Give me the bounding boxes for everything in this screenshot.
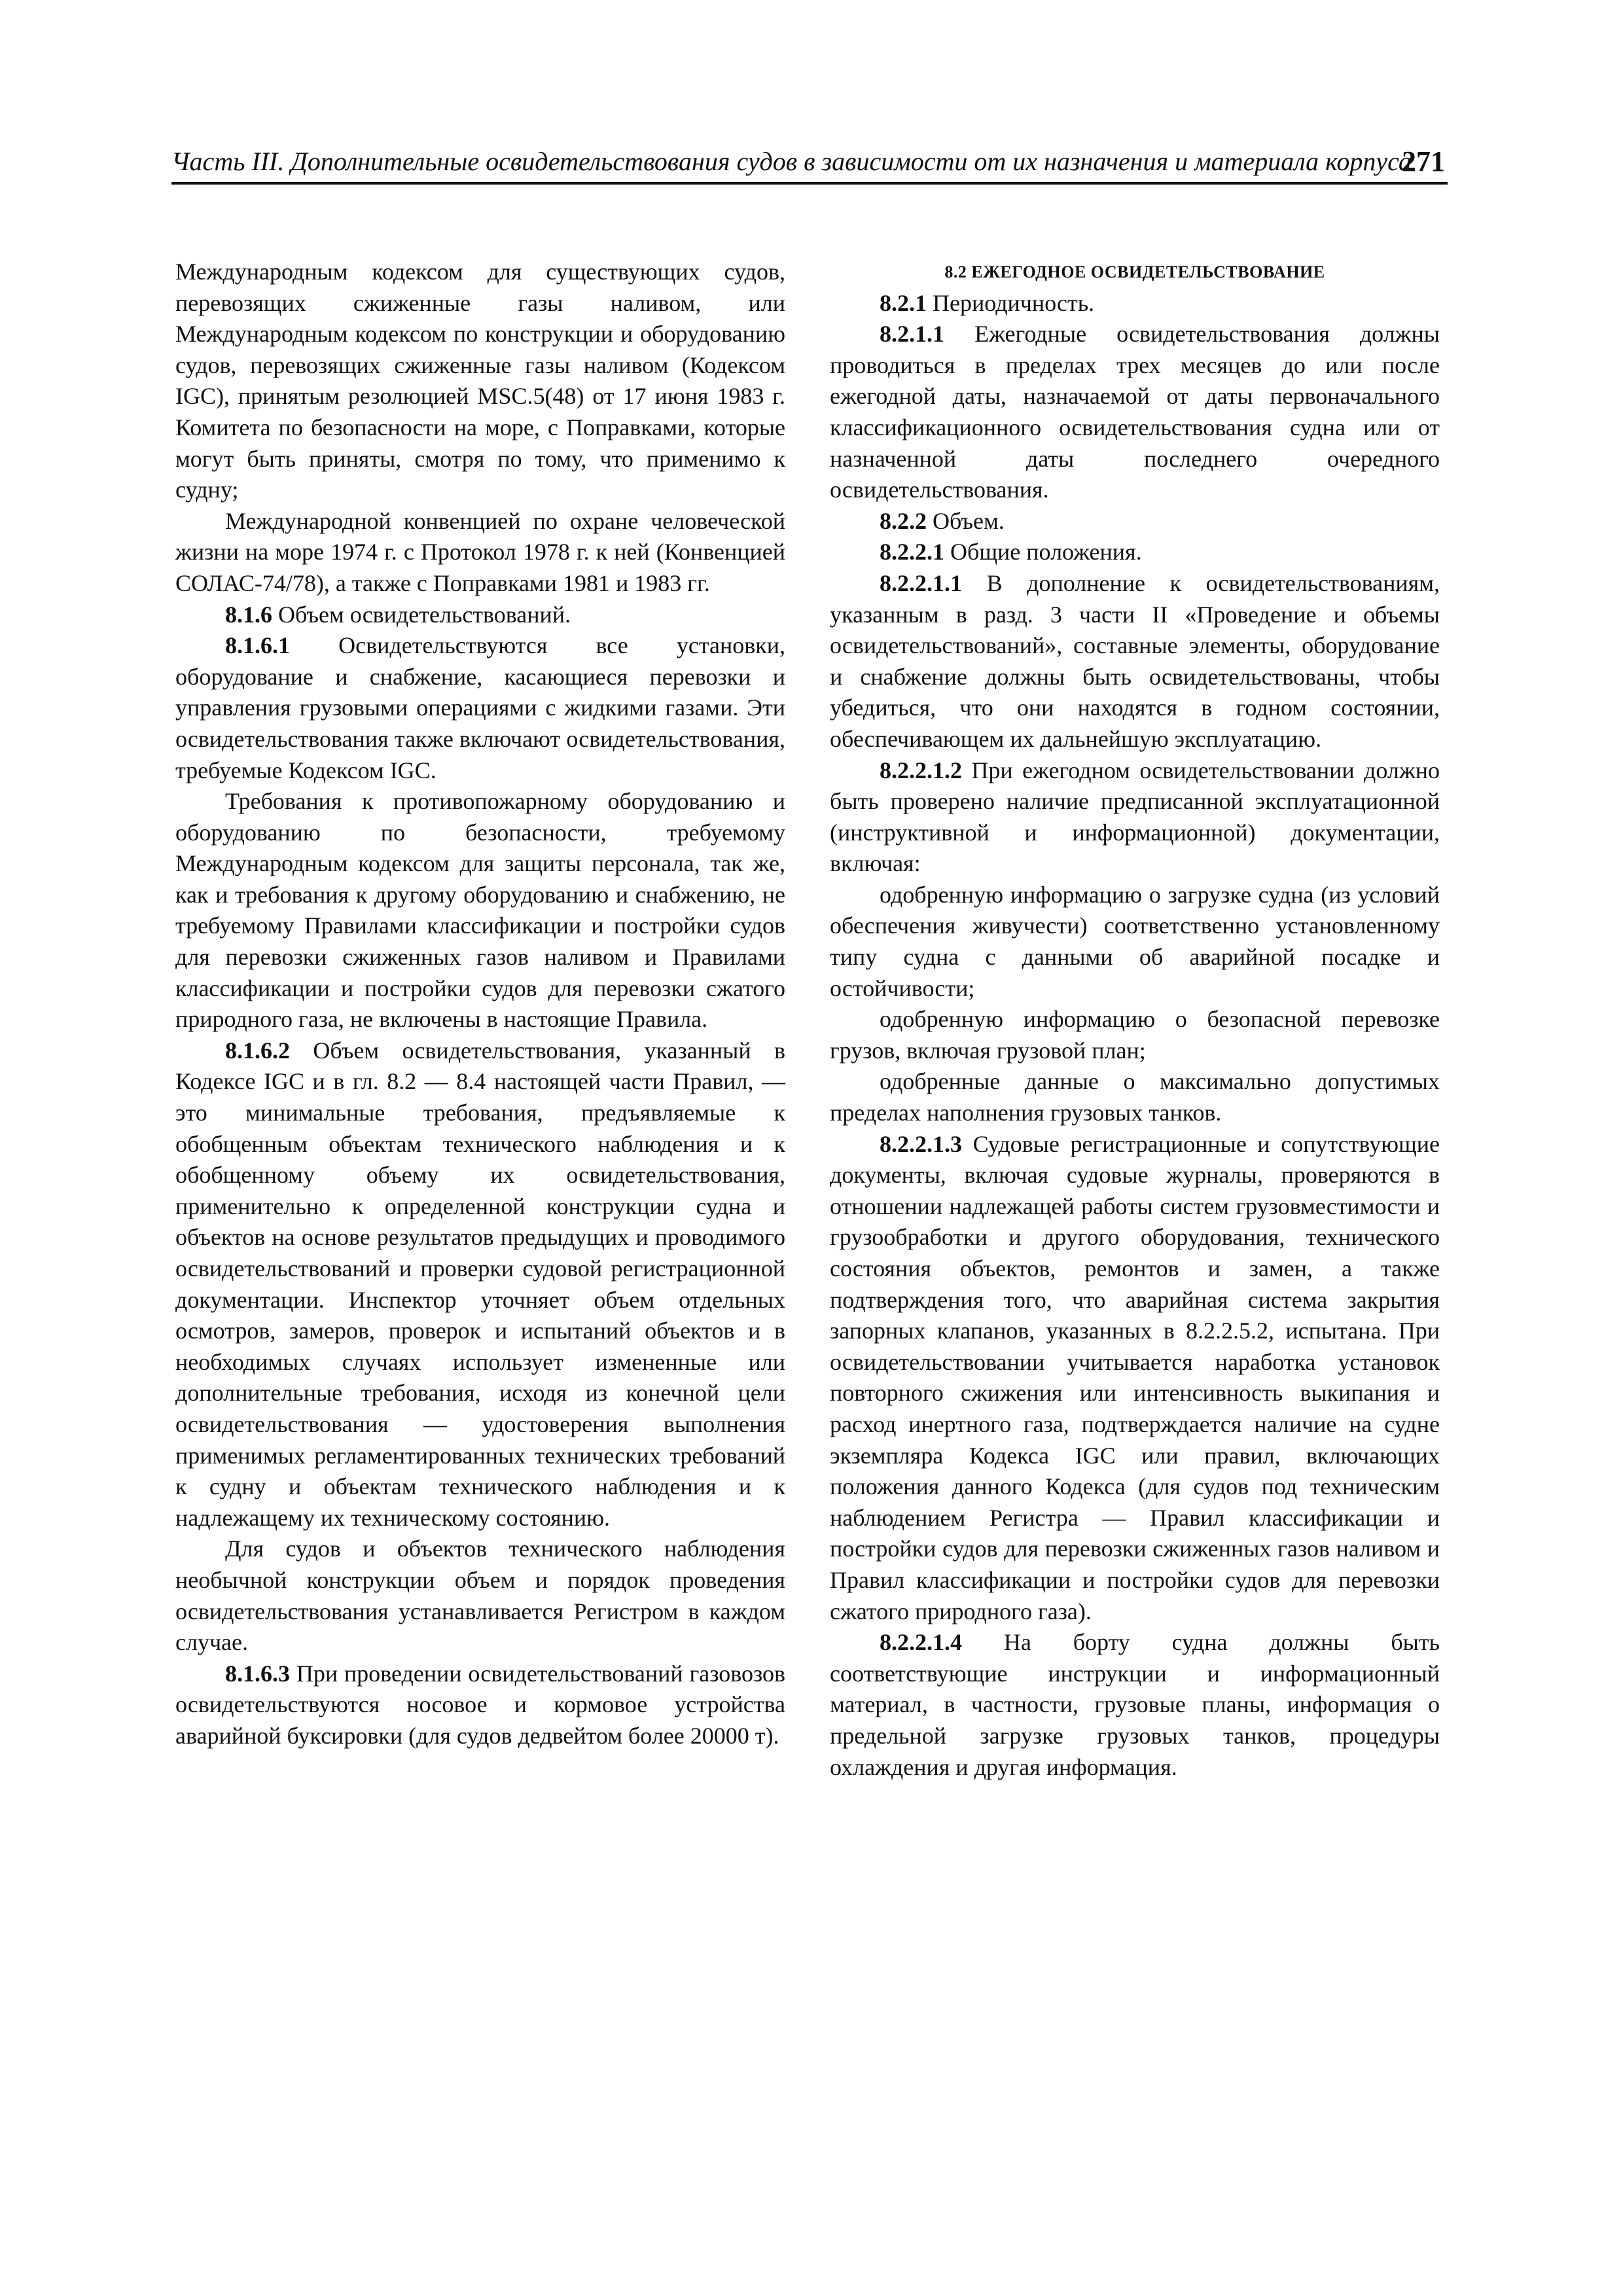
section-number: 8.2.2.1.2 <box>880 757 962 783</box>
section-number: 8.2.2.1.1 <box>880 569 962 596</box>
right-column <box>830 257 1440 1783</box>
list-item: одобренную информацию о загрузке судна (из условий обеспечения живучести) соответственно установленному типу судна с данными об аварийной посадке и остойчивости; <box>830 881 1440 1001</box>
paragraph: 8.1.6.2 Объем освидетельствования, указанный в Кодексе IGC и в гл. 8.2 — 8.4 настоящей части Правил, — это минимальные требования, предъявляемые к обобщенным объектам технического наблюдения и к обобщенному объему их освидетельствования, применительно к определенной конструкции судна и объектов на основе результатов предыдущих и проводимого освидетельствований и проверки судовой регистрационной документации. Инспектор уточняет объем отдельных осмотров, замеров, проверок и испытаний объектов и в необходимых случаях использует измененные или дополнительные требования, исходя из конечной цели освидетельствования — удостоверения выполнения применимых регламентированных технических требований к судну и объектам технического наблюдения и к надлежащему их техническому состоянию. <box>175 1037 785 1531</box>
paragraph: 8.2.1.1 Ежегодные освидетельствования должны проводиться в пределах трех месяцев до или после ежегодной даты, назначаемой от даты первоначального классификационного освидетельствования судна или от назначенной даты последнего очередного освидетельствования. <box>830 321 1440 503</box>
paragraph: 8.2.2.1.3 Судовые регистрационные и сопутствующие документы, включая судовые журналы, проверяются в отношении надлежащей работы систем грузовместимости и грузообработки и другого оборудования, технического состояния объектов, ремонтов и замен, а также подтверждения того, что аварийная система закрытия запорных клапанов, указанных в 8.2.2.5.2, испытана. При освидетельствовании учитывается наработка установок повторного сжижения или интенсивность выкипания и расход инертного газа, подтверждается наличие на судне экземпляра Кодекса IGC или правил, включающих положения данного Кодекса (для судов под техническим наблюдением Регистра — Правил классификации и постройки судов для перевозки сжиженных газов наливом и Правил классификации и постройки судов для перевозки сжатого природного газа). <box>830 1130 1440 1624</box>
subsection-heading: 8.2.2 Объем. <box>880 507 1005 534</box>
paragraph: Требования к противопожарному оборудованию и оборудованию по безопасности, требуемому Международным кодексом для защиты персонала, так же, как и требования к другому оборудованию и снабжению, не требуемому Правилами классификации и постройки судов для перевозки сжиженных газов наливом и Правилами классификации и постройки судов для перевозки сжатого природного газа, не включены в настоящие Правила. <box>175 788 785 1033</box>
paragraph: Для судов и объектов технического наблюдения необычной конструкции объем и порядок проведения освидетельствования устанавливается Регистром в каждом случае. <box>175 1535 785 1656</box>
section-number: 8.2.2.1.3 <box>880 1130 962 1157</box>
paragraph: 8.2.2.1.2 При ежегодном освидетельствовании должно быть проверено наличие предписанной эксплуатационной (инструктивной и информационной) документации, включая: <box>830 757 1440 877</box>
list-item: одобренную информацию о безопасной перевозке грузов, включая грузовой план; <box>830 1006 1440 1064</box>
section-number: 8.2.1.1 <box>880 321 944 348</box>
header-title: Часть III. Дополнительные освидетельствования судов в зависимости от их назначения и материала корпуса <box>171 147 1412 176</box>
paragraph: Международным кодексом для существующих судов, перевозящих сжиженные газы наливом, или Международным кодексом по конструкции и оборудованию судов, перевозящих сжиженные газы наливом (Кодексом IGC), принятым резолюцией MSC.5(48) от 17 июня 1983 г. Комитета по безопасности на море, с Поправками, которые могут быть приняты, смотря по тому, что применимо к судну; <box>175 259 785 503</box>
subsection-heading: 8.2.1 Периодичность. <box>880 289 1095 316</box>
section-number: 8.1.6 <box>225 601 272 628</box>
section-number: 8.2.1 <box>880 289 927 316</box>
section-number: 8.2.2.1 <box>880 539 944 565</box>
section-heading: 8.2 ЕЖЕГОДНОЕ ОСВИДЕТЕЛЬСТВОВАНИЕ <box>944 262 1325 281</box>
left-column <box>175 257 785 1752</box>
subsection-heading: 8.2.2.1 Общие положения. <box>880 539 1142 565</box>
section-number: 8.1.6.3 <box>225 1660 290 1687</box>
page-number: 271 <box>1402 145 1445 177</box>
paragraph: Международной конвенцией по охране человеческой жизни на море 1974 г. с Протокол 1978 г. к ней (Конвенцией СОЛАС-74/78), а также с Поправками 1981 и 1983 гг. <box>175 507 785 596</box>
paragraph: 8.2.2.1.1 В дополнение к освидетельствованиям, указанным в разд. 3 части II «Проведение и объемы освидетельствований», составные элементы, оборудование и снабжение должны быть освидетельствованы, чтобы убедиться, что они находятся в годном состоянии, обеспечивающем их дальнейшую эксплуатацию. <box>830 569 1440 752</box>
running-header <box>171 145 1448 185</box>
section-number: 8.2.2 <box>880 507 927 534</box>
section-number: 8.2.2.1.4 <box>880 1629 962 1656</box>
paragraph: 8.2.2.1.4 На борту судна должны быть соответствующие инструкции и информационный материал, в частности, грузовые планы, информация о предельной загрузке грузовых танков, процедуры охлаждения и другая информация. <box>830 1629 1440 1780</box>
section-number: 8.1.6.1 <box>225 632 290 659</box>
paragraph: 8.1.6.1 Освидетельствуются все установки, оборудование и снабжение, касающиеся перевозки и управления грузовыми операциями с жидкими газами. Эти освидетельствования также включают освидетельствования, требуемые Кодексом IGC. <box>175 632 785 783</box>
list-item: одобренные данные о максимально допустимых пределах наполнения грузовых танков. <box>830 1068 1440 1126</box>
subsection-heading: 8.1.6 Объем освидетельствований. <box>225 601 571 628</box>
paragraph: 8.1.6.3 При проведении освидетельствований газовозов освидетельствуются носовое и кормовое устройства аварийной буксировки (для судов дедвейтом более 20000 т). <box>175 1660 785 1749</box>
section-number: 8.1.6.2 <box>225 1037 290 1064</box>
